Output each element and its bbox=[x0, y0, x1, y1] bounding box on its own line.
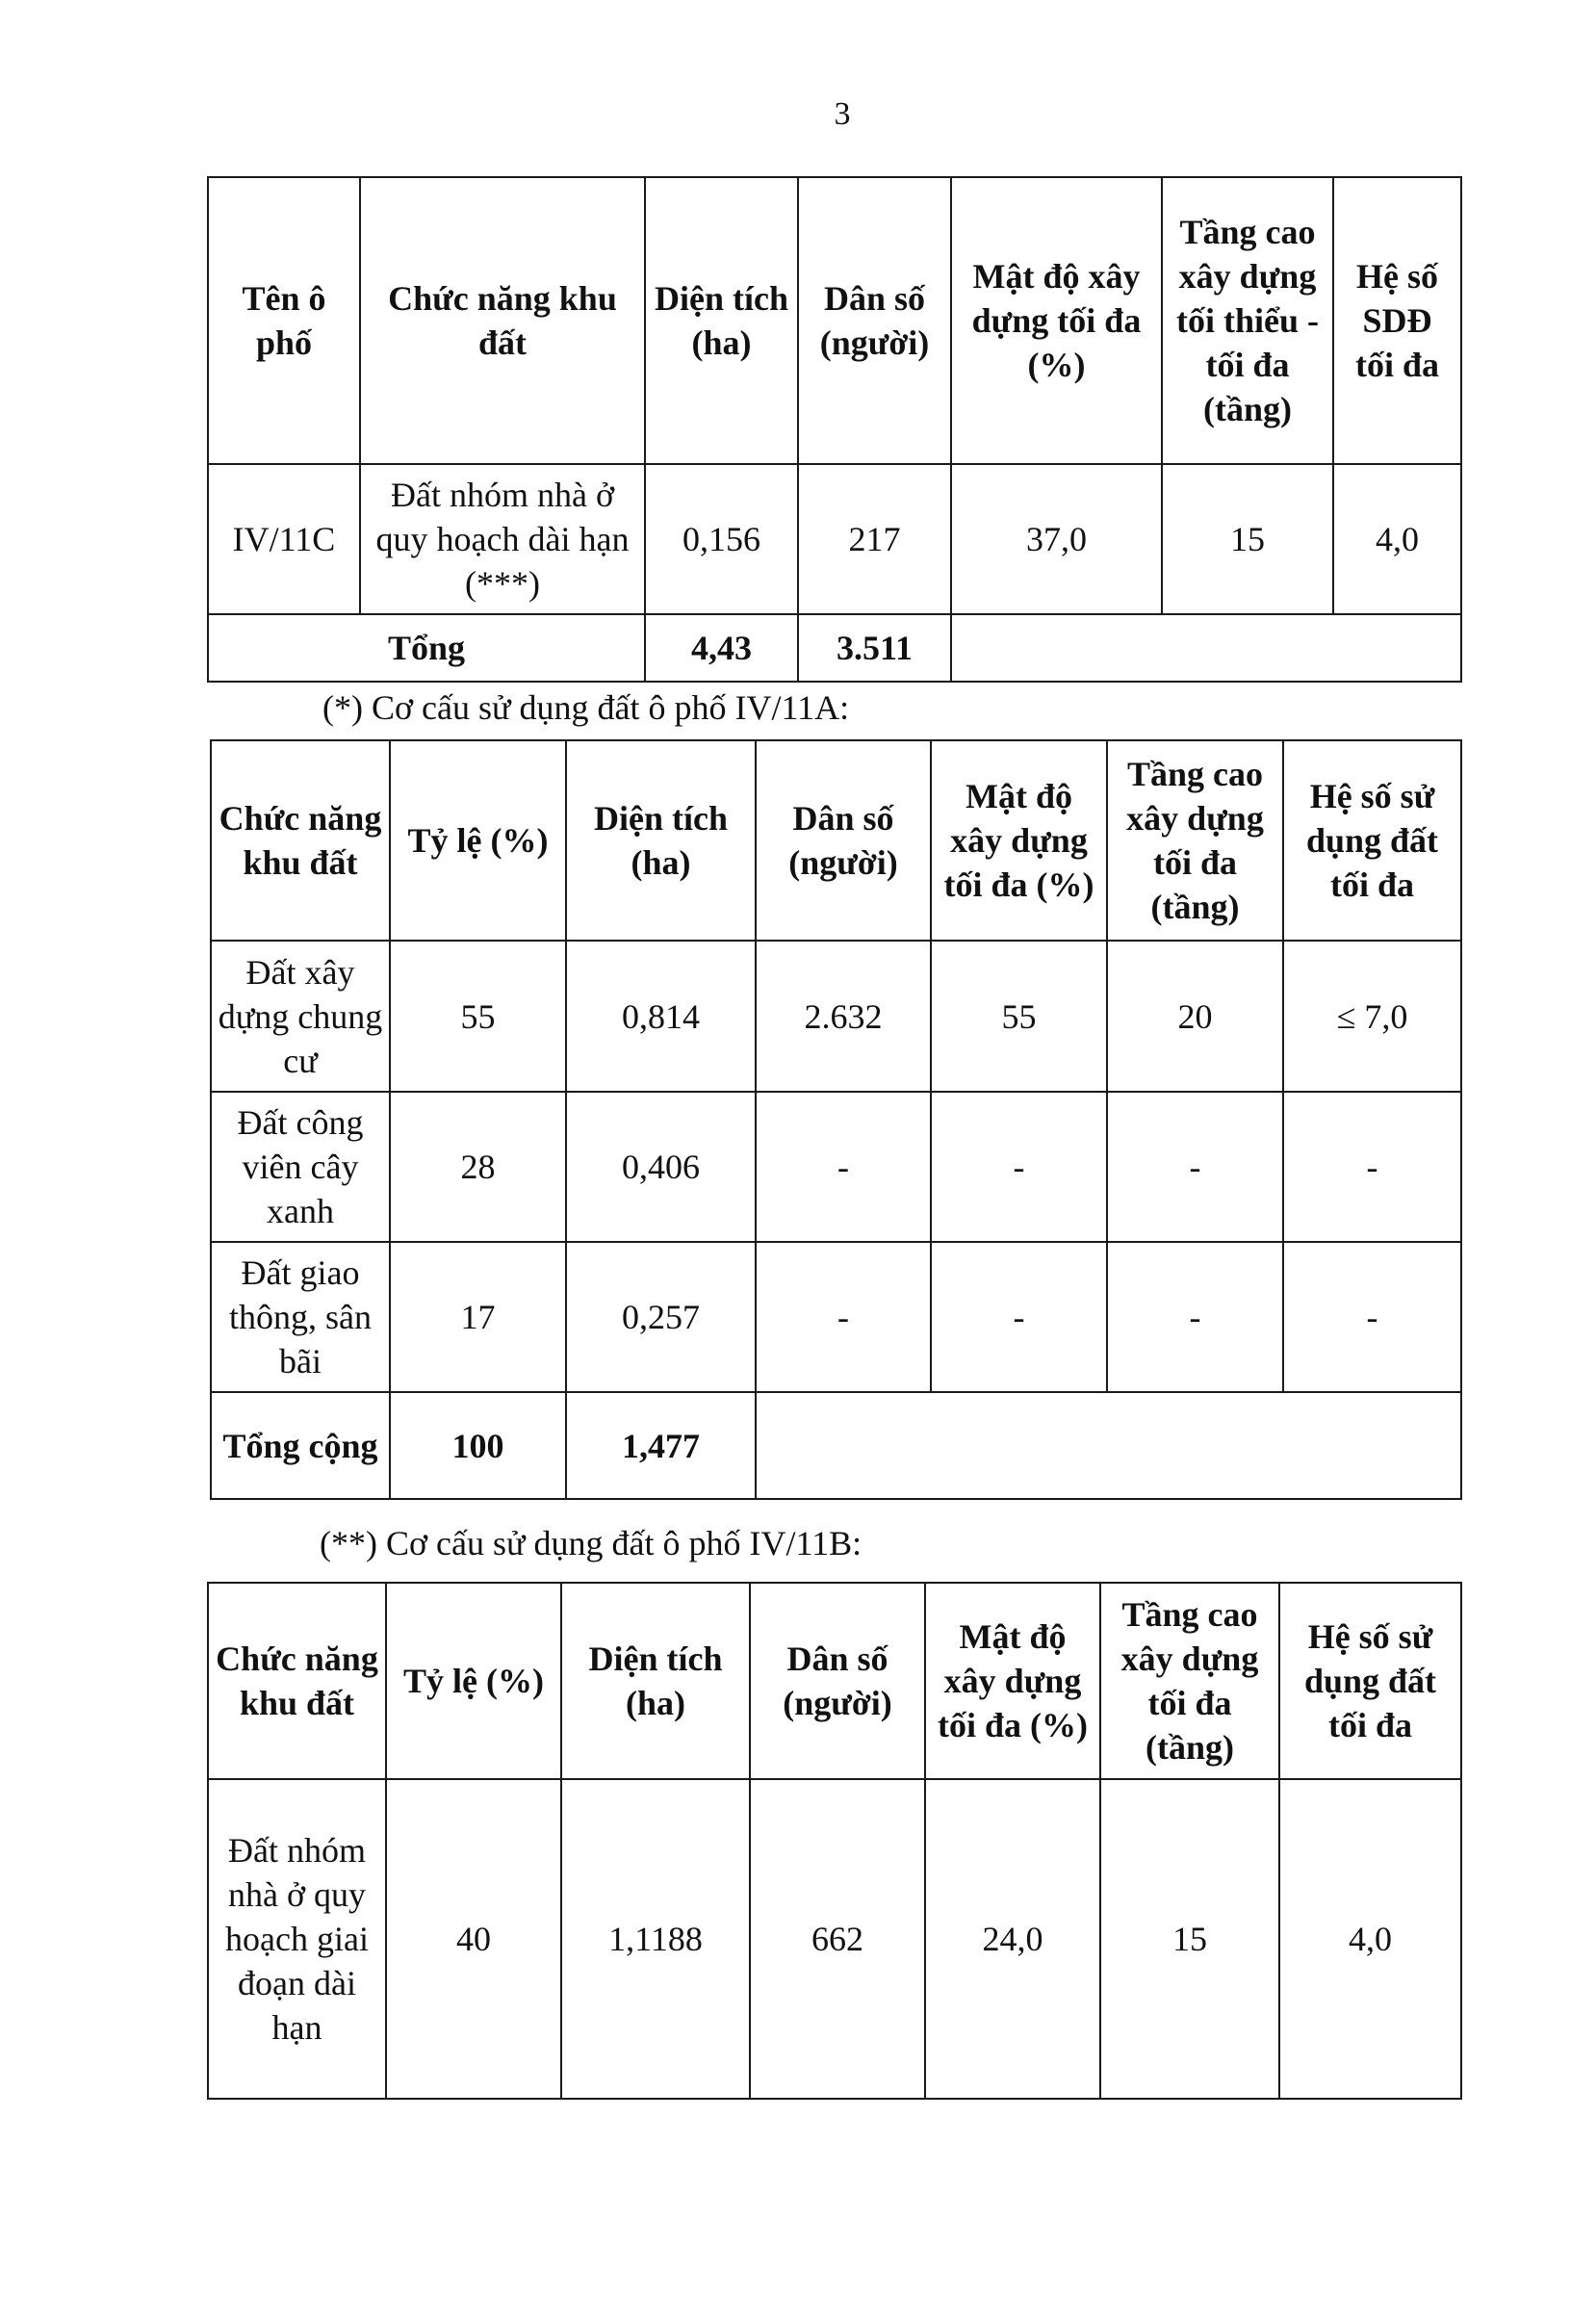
table-row bbox=[211, 1092, 1461, 1242]
table-row bbox=[211, 941, 1461, 1092]
land-use-summary-table bbox=[207, 176, 1462, 683]
column-header: Dân số (người) bbox=[798, 177, 951, 464]
column-header: Diện tích (ha) bbox=[566, 740, 756, 941]
table-cell: Đất công viên cây xanh bbox=[211, 1092, 390, 1242]
empty-cell bbox=[756, 1392, 1461, 1499]
table-row bbox=[211, 1242, 1461, 1392]
column-header: Diện tích (ha) bbox=[645, 177, 798, 464]
table-header-row bbox=[208, 177, 1461, 464]
table-cell: 0,257 bbox=[566, 1242, 756, 1392]
column-header: Tầng cao xây dựng tối thiểu - tối đa (tầng) bbox=[1162, 177, 1333, 464]
table-cell: 0,406 bbox=[566, 1092, 756, 1242]
table-cell: - bbox=[1107, 1092, 1283, 1242]
column-header: Diện tích (ha) bbox=[561, 1583, 750, 1779]
table-cell: 4,0 bbox=[1333, 464, 1461, 614]
column-header: Tầng cao xây dựng tối đa (tầng) bbox=[1107, 740, 1283, 941]
table-cell: 1,1188 bbox=[561, 1779, 750, 2099]
column-header: Mật độ xây dựng tối đa (%) bbox=[951, 177, 1162, 464]
column-header: Tên ô phố bbox=[208, 177, 360, 464]
column-header: Dân số (người) bbox=[750, 1583, 925, 1779]
column-header: Tỷ lệ (%) bbox=[390, 740, 566, 941]
total-area: 4,43 bbox=[645, 614, 798, 682]
table-cell: Đất xây dựng chung cư bbox=[211, 941, 390, 1092]
total-label: Tổng bbox=[208, 614, 645, 682]
empty-cell bbox=[951, 614, 1461, 682]
column-header: Tầng cao xây dựng tối đa (tầng) bbox=[1100, 1583, 1279, 1779]
table-cell: 4,0 bbox=[1279, 1779, 1461, 2099]
table-cell: - bbox=[756, 1242, 931, 1392]
total-population: 3.511 bbox=[798, 614, 951, 682]
table-cell: 217 bbox=[798, 464, 951, 614]
table-cell: Đất giao thông, sân bãi bbox=[211, 1242, 390, 1392]
table-cell: 28 bbox=[390, 1092, 566, 1242]
table-cell: - bbox=[931, 1092, 1107, 1242]
column-header: Chức năng khu đất bbox=[211, 740, 390, 941]
column-header: Tỷ lệ (%) bbox=[386, 1583, 561, 1779]
table-cell: 17 bbox=[390, 1242, 566, 1392]
table-cell: - bbox=[1283, 1092, 1461, 1242]
column-header: Dân số (người) bbox=[756, 740, 931, 941]
table-cell: - bbox=[1107, 1242, 1283, 1392]
table-row bbox=[208, 1779, 1461, 2099]
table-cell: ≤ 7,0 bbox=[1283, 941, 1461, 1092]
table-cell: 0,814 bbox=[566, 941, 756, 1092]
table-cell: 2.632 bbox=[756, 941, 931, 1092]
table-cell: IV/11C bbox=[208, 464, 360, 614]
column-header: Mật độ xây dựng tối đa (%) bbox=[925, 1583, 1100, 1779]
total-label: Tổng cộng bbox=[211, 1392, 390, 1499]
total-ratio: 100 bbox=[390, 1392, 566, 1499]
table-header-row bbox=[211, 740, 1461, 941]
column-header: Chức năng khu đất bbox=[208, 1583, 386, 1779]
table-cell: 0,156 bbox=[645, 464, 798, 614]
column-header: Chức năng khu đất bbox=[360, 177, 645, 464]
table-cell: - bbox=[756, 1092, 931, 1242]
land-use-structure-table-a bbox=[210, 739, 1462, 1500]
table-cell: 20 bbox=[1107, 941, 1283, 1092]
column-header: Hệ số SDĐ tối đa bbox=[1333, 177, 1461, 464]
table-cell: - bbox=[931, 1242, 1107, 1392]
table-cell: Đất nhóm nhà ở quy hoạch giai đoạn dài hạn bbox=[208, 1779, 386, 2099]
table-cell: 15 bbox=[1100, 1779, 1279, 2099]
page-number: 3 bbox=[834, 96, 851, 132]
column-header: Mật độ xây dựng tối đa (%) bbox=[931, 740, 1107, 941]
table-total-row bbox=[208, 614, 1461, 682]
table-cell: 55 bbox=[390, 941, 566, 1092]
table-cell: 55 bbox=[931, 941, 1107, 1092]
table-cell: - bbox=[1283, 1242, 1461, 1392]
table-cell: 24,0 bbox=[925, 1779, 1100, 2099]
note-b-heading: (**) Cơ cấu sử dụng đất ô phố IV/11B: bbox=[320, 1524, 862, 1562]
table-cell: 15 bbox=[1162, 464, 1333, 614]
land-use-structure-table-b bbox=[207, 1582, 1462, 2100]
table-cell: Đất nhóm nhà ở quy hoạch dài hạn (***) bbox=[360, 464, 645, 614]
table-row bbox=[208, 464, 1461, 614]
table-cell: 40 bbox=[386, 1779, 561, 2099]
note-a-heading: (*) Cơ cấu sử dụng đất ô phố IV/11A: bbox=[322, 688, 850, 727]
table-header-row bbox=[208, 1583, 1461, 1779]
table-cell: 37,0 bbox=[951, 464, 1162, 614]
table-total-row bbox=[211, 1392, 1461, 1499]
total-area: 1,477 bbox=[566, 1392, 756, 1499]
column-header: Hệ số sử dụng đất tối đa bbox=[1279, 1583, 1461, 1779]
table-cell: 662 bbox=[750, 1779, 925, 2099]
column-header: Hệ số sử dụng đất tối đa bbox=[1283, 740, 1461, 941]
